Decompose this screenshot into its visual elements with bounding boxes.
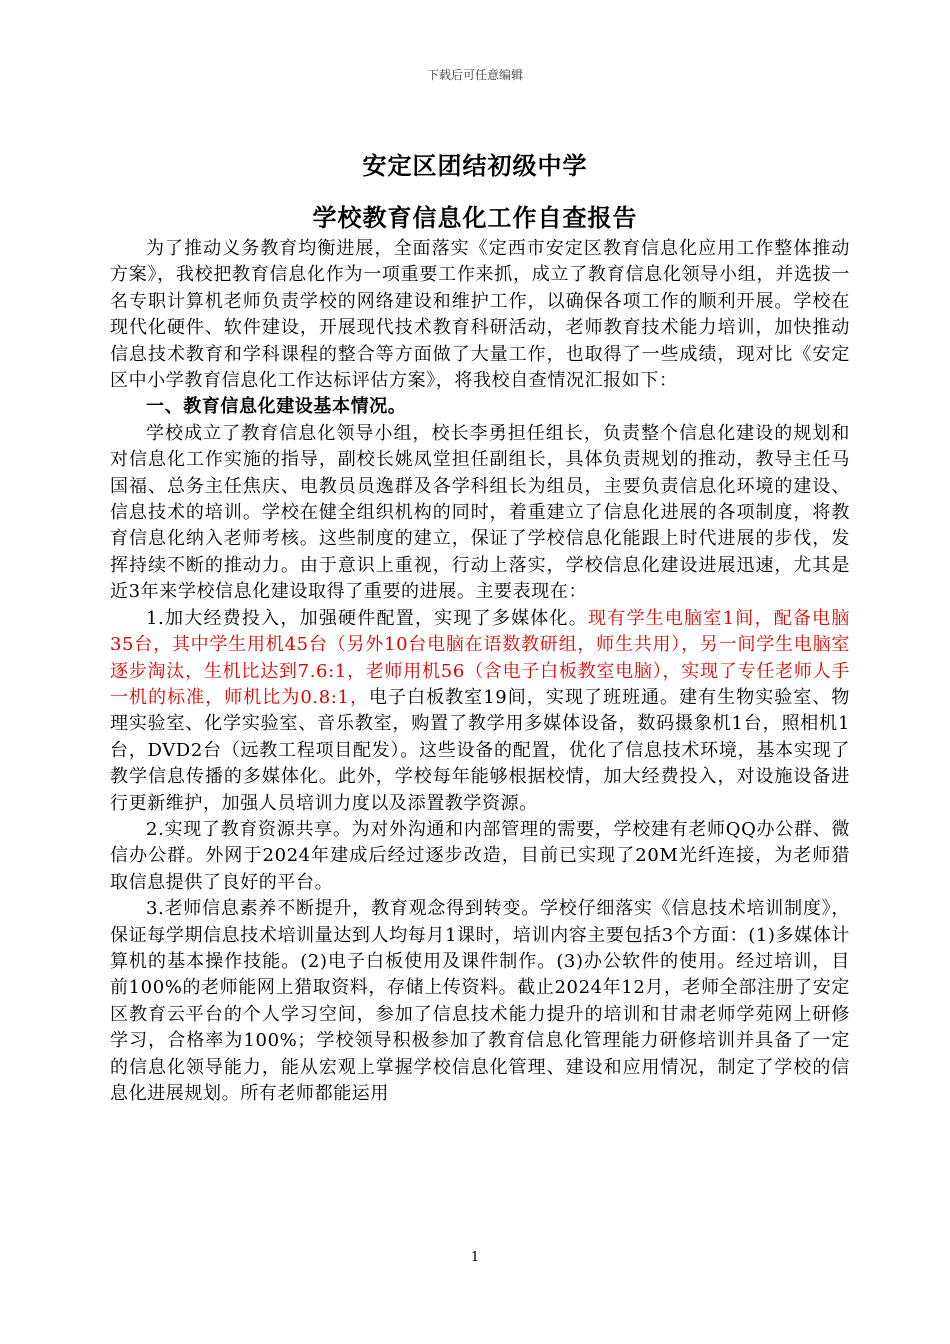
section1-paragraph: 学校成立了教育信息化领导小组，校长李勇担任组长，负责整个信息化建设的规划和对信息化工作实施的指导，副校长姚凤堂担任副组长，具体负责规划的推动，教导主任马国福、总务主任焦庆、电教员员逸群及各学科组长为组员，主要负责信息化环境的建设、信息技术的培训。学校在健全组织机构的同时，着重建立了信息化进展的各项制度，将教育信息化纳入老师考核。这些制度的建立，保证了学校信息化能跟上时代进展的步伐，发挥持续不断的推动力。由于意识上重视，行动上落实，学校信息化建设进展迅速，尤其是近3年来学校信息化建设取得了重要的进展。主要表现在： — [110, 422, 850, 603]
document-body — [110, 236, 850, 1107]
item3-paragraph: 3.老师信息素养不断提升，教育观念得到转变。学校仔细落实《信息技术培训制度》，保证每学期信息技术培训量达到人均每月1课时，培训内容主要包括3个方面：(1)多媒体计算机的基本操作技能。(2)电子白板使用及课件制作。(3)办公软件的使用。经过培训，目前100%的老师能网上猎取资料，存储上传资料。截止2024年12月，老师全部注册了安定区教育云平台的个人学习空间，参加了信息技术能力提升的培训和甘肃老师学苑网上研修学习，合格率为100%；学校领导积极参加了教育信息化管理能力研修培训并具备了一定的信息化领导能力，能从宏观上掌握学校信息化管理、建设和应用情况，制定了学校的信息化进展规划。所有老师都能运用 — [110, 898, 850, 1104]
intro-paragraph: 为了推动义务教育均衡进展，全面落实《定西市安定区教育信息化应用工作整体推动方案》，我校把教育信息化作为一项重要工作来抓，成立了教育信息化领导小组，并选拔一名专职计算机老师负责学校的网络建设和维护工作，以确保各项工作的顺利开展。学校在现代化硬件、软件建设，开展现代技术教育科研活动，老师教育技术能力培训，加快推动信息技术教育和学科课程的整合等方面做了大量工作，也取得了一些成绩，现对比《安定区中小学教育信息化工作达标评估方案》，将我校自查情况汇报如下： — [110, 238, 850, 392]
header-note: 下载后可任意编辑 — [426, 68, 523, 82]
item1-rest: 电子白板教室19间，实现了班班通。建有生物实验室、物理实验室、化学实验室、音乐教室，购置了教学用多媒体设备，数码摄象机1台，照相机1台，DVD2台（远教工程项目配发）。这些设备的配置，优化了信息技术环境，基本实现了教学信息传播的多媒体化。此外，学校每年能够根据校情，加大经费投入，对设施设备进行更新维护，加强人员培训力度以及添置教学资源。 — [110, 686, 850, 814]
section-heading-basic-situation: 一、教育信息化建设基本情况。 — [146, 396, 407, 418]
item1-lead: 1.加大经费投入，加强硬件配置，实现了多媒体化。 — [146, 607, 588, 629]
item2-paragraph: 2.实现了教育资源共享。为对外沟通和内部管理的需要，学校建有老师QQ办公群、微信办公群。外网于2024年建成后经过逐步改造，目前已实现了20M光纤连接，为老师猎取信息提供了良好的平台。 — [110, 818, 850, 893]
item1-paragraph — [110, 606, 850, 817]
page-number: 1 — [470, 1250, 480, 1265]
item1-highlighted-text: 现有学生电脑室1间，配备电脑35台，其中学生用机45台（另外10台电脑在语数教研组，师生共用），另一间学生电脑室逐步淘汰，生机比达到7.6:1，老师用机56（含电子白板教室电脑），实现了专任老师人手一机的标准，师机比为0.8:1， — [110, 607, 850, 708]
document-title-school: 安定区团结初级中学 — [362, 152, 588, 180]
document-title-report: 学校教育信息化工作自查报告 — [312, 204, 638, 232]
